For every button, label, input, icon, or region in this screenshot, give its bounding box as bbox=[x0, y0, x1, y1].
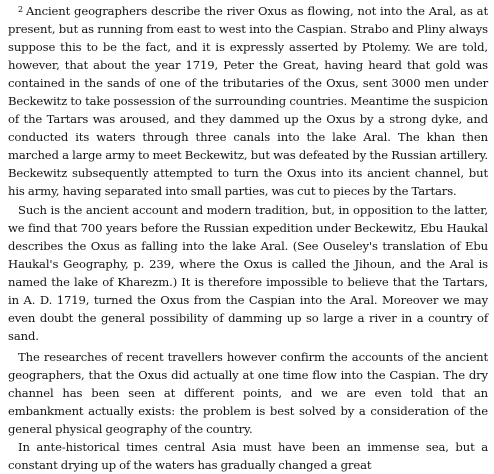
footnote-paragraph-4: In ante-historical times central Asia must have been an immense sea, but a constant drying up of the waters has gradually changed a great bbox=[8, 440, 488, 473]
footnote-paragraph-3: The researches of recent travellers however confirm the accounts of the ancient geographers, that the Oxus did actually at one time flow into the Caspian. The dry channel has been seen at different points, and we are even told that an embankment actually exists: the problem is best solved by a consideration of the general physical geography of the country. bbox=[8, 349, 488, 437]
footnote-paragraph-1 bbox=[8, 2, 488, 201]
paragraph-text: Ancient geographers describe the river Oxus as flowing, not into the Aral, as at present, but as running from east to west into the Caspian. Strabo and Pliny always suppose this to be the fact, and it is expressly asserted by Ptolemy. We are told, however, that about the year 1719, Peter the Great, having heard that gold was contained in the sands of one of the tributaries of the Oxus, sent 3000 men under Beckewitz to take possession of the surrounding countries. Meantime the suspicion of the Tartars was aroused, and they dammed up the Oxus by a strong dyke, and conducted its waters through three canals into the lake Aral. The khan then marched a large army to meet Beckewitz, but was defeated by the Russian artillery. Beckewitz subsequently attempted to turn the Oxus into its ancient channel, but his army, having separated into small parties, was cut to pieces by the Tartars. bbox=[8, 4, 488, 199]
footnote-paragraph-2: Such is the ancient account and modern tradition, but, in opposition to the latter, we find that 700 years before the Russian expedition under Beckewitz, Ebu Haukal describes the Oxus as falling into the lake Aral. (See Ouseley's translation of Ebu Haukal's Geography, p. 239, where the Oxus is called the Jihoun, and the Aral is named the lake of Kharezm.) It is therefore impossible to believe that the Tartars, in A. D. 1719, turned the Oxus from the Caspian into the Aral. Moreover we may even doubt the general possibility of damming up so large a river in a country of sand. bbox=[8, 202, 488, 343]
footnote-text-block bbox=[8, 2, 488, 474]
footnote-marker: 2 bbox=[18, 5, 23, 14]
